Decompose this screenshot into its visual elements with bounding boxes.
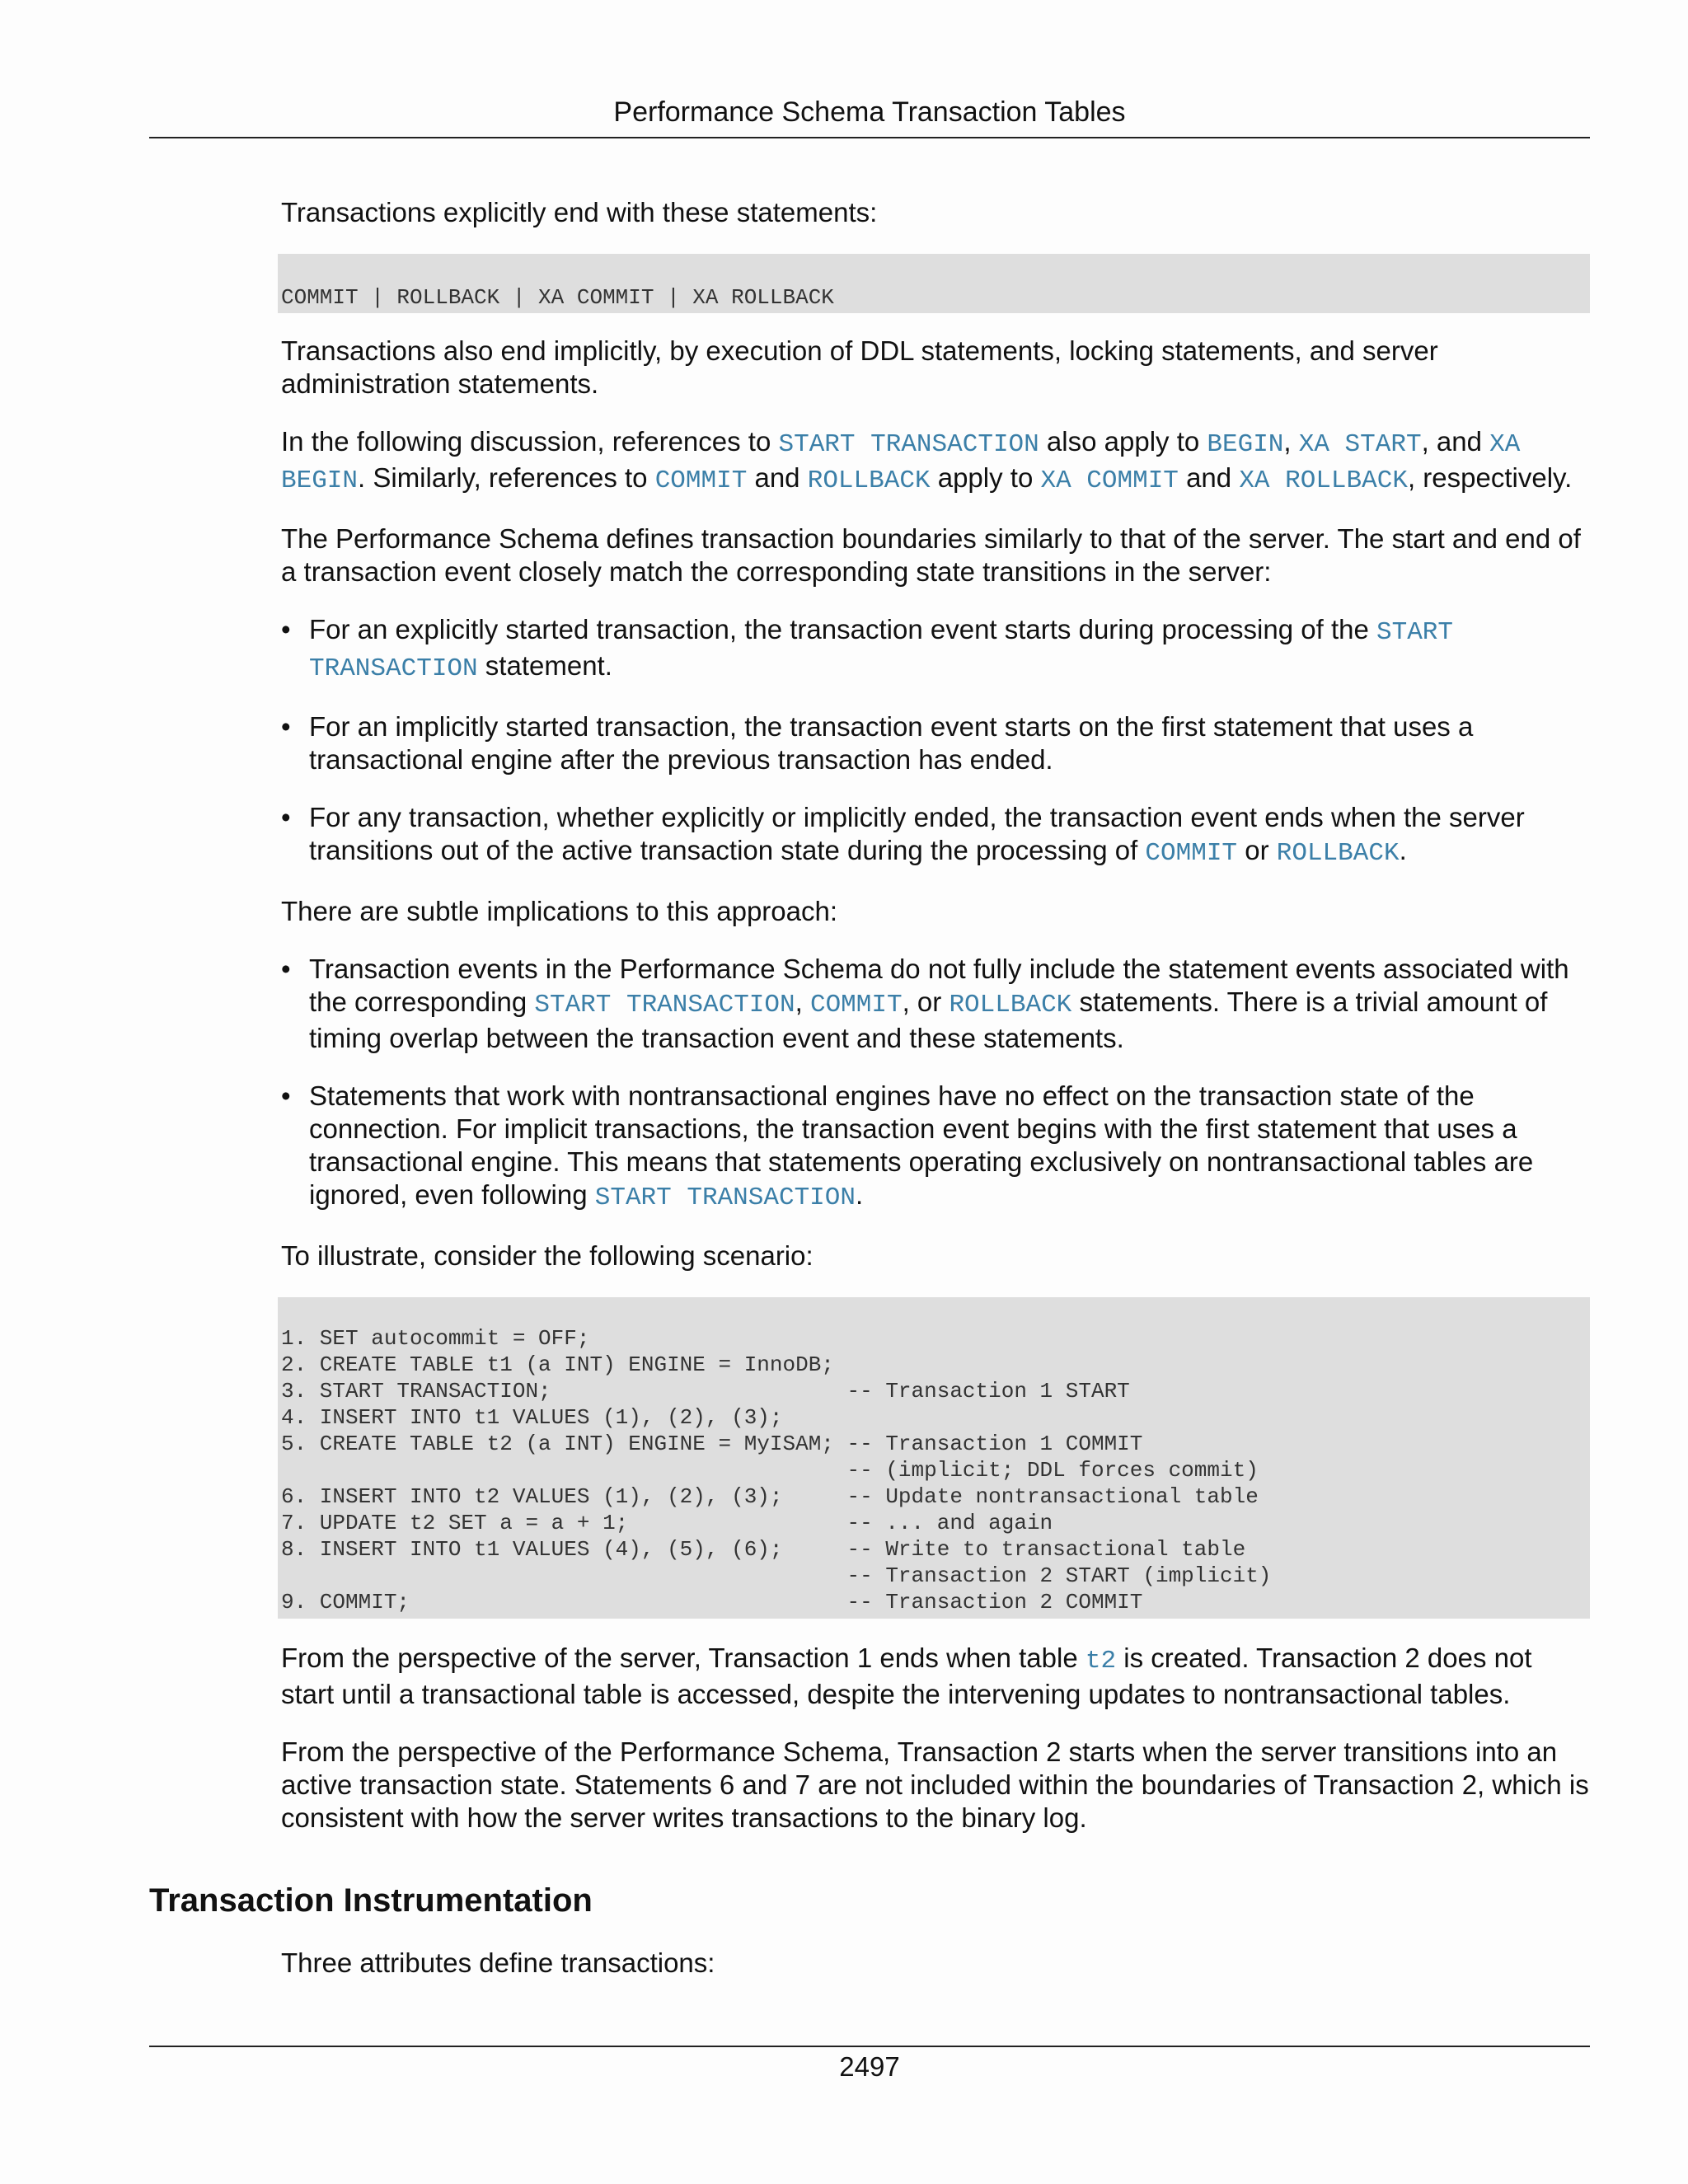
text-span: and [1178, 462, 1240, 493]
list-item [281, 1080, 1590, 1215]
paragraph-implications: There are subtle implications to this approach: [281, 896, 838, 926]
link-begin[interactable]: BEGIN [1207, 430, 1284, 459]
list-item [281, 613, 1590, 686]
text-span: statement. [477, 650, 612, 681]
text-span: statements. There is a trivial amount of timing overlap between the transaction event and these statements. [309, 987, 1548, 1053]
section-content [281, 1947, 1590, 1980]
paragraph-attributes: Three attributes define transactions: [281, 1947, 715, 1978]
list-item [281, 801, 1590, 870]
main-content [281, 196, 1590, 1835]
link-start-transaction[interactable]: START TRANSACTION [534, 991, 795, 1019]
header-divider [149, 137, 1590, 138]
paragraph-illustrate: To illustrate, consider the following scenario: [281, 1240, 814, 1271]
text-span: and [747, 462, 808, 493]
text-span: , [795, 987, 810, 1017]
link-xa-begin[interactable]: XA BEGIN [281, 430, 1521, 495]
bullet-list-implications [281, 953, 1590, 1215]
list-item [281, 710, 1590, 776]
section-heading: Transaction Instrumentation [149, 1882, 593, 1919]
code-block-scenario: 1. SET autocommit = OFF; 2. CREATE TABLE t1 (a INT) ENGINE = InnoDB; 3. START TRANSACTION; -- Transaction 1 START 4. INSERT INTO t1 VALUES (1), (2), (3); 5. CREATE TABLE t2 (a INT) ENGINE = MyISAM; -- Transaction 1 COMMIT -- (implicit; DDL forces commit) 6. INSERT INTO t2 VALUES (1), (2), (3); -- Update nontransactional table 7. UPDATE t2 SET a = a + 1; -- ... and again 8. INSERT INTO t1 VALUES (4), (5), (6); -- Write to transactional table -- Transaction 2 START (implicit) 9. COMMIT; -- Transaction 2 COMMIT [278, 1297, 1590, 1619]
text-span: , or [902, 987, 950, 1017]
paragraph-explicit-end: Transactions explicitly end with these statements: [281, 197, 878, 227]
paragraph-implicit-end: Transactions also end implicitly, by execution of DDL statements, locking statements, and server administration statements. [281, 335, 1438, 399]
text-span: apply to [930, 462, 1041, 493]
link-xa-rollback[interactable]: XA ROLLBACK [1239, 466, 1408, 495]
paragraph-schema-perspective: From the perspective of the Performance Schema, Transaction 2 starts when the server transitions into an active transaction state. Statements 6 and 7 are not included within the boundaries of Transaction 2, which is consistent with how the server writes transactions to the binary log. [281, 1736, 1589, 1833]
paragraph-server-perspective [281, 1642, 1590, 1711]
text-span: In the following discussion, references to [281, 426, 779, 457]
link-start-transaction[interactable]: START TRANSACTION [309, 618, 1454, 683]
text-span: Statements that work with nontransactional engines have no effect on the transaction state of the connection. For implicit transactions, the transaction event begins with the first statement that uses a transactional engine. This means that statements operating exclusively on nontransactional tables are ignored, even following [309, 1080, 1534, 1210]
link-rollback[interactable]: ROLLBACK [949, 991, 1072, 1019]
text-span: , [1283, 426, 1299, 457]
link-commit[interactable]: COMMIT [1145, 839, 1238, 868]
link-t2[interactable]: t2 [1085, 1647, 1117, 1675]
text-span: . [856, 1179, 864, 1210]
link-start-transaction[interactable]: START TRANSACTION [778, 430, 1039, 459]
text-span: or [1237, 835, 1277, 865]
text-span: , respectively. [1407, 462, 1573, 493]
text-span: . [1399, 835, 1407, 865]
text-span: . Similarly, references to [358, 462, 655, 493]
paragraph-references [281, 425, 1590, 498]
text-span: For an explicitly started transaction, the transaction event starts during processing of the [309, 614, 1376, 644]
page-header-title: Performance Schema Transaction Tables [613, 96, 1126, 128]
text-span: is created. Transaction 2 does not start until a transactional table is accessed, despite the intervening updates to nontransactional tables. [281, 1643, 1532, 1709]
link-xa-commit[interactable]: XA COMMIT [1040, 466, 1179, 495]
paragraph-boundaries: The Performance Schema defines transaction boundaries similarly to that of the server. The start and end of a transaction event closely match the corresponding state transitions in the server: [281, 523, 1581, 587]
footer-divider [149, 2046, 1590, 2047]
text-span: also apply to [1039, 426, 1207, 457]
bullet-list-boundaries [281, 613, 1590, 870]
link-rollback[interactable]: ROLLBACK [1276, 839, 1400, 868]
link-xa-start[interactable]: XA START [1298, 430, 1422, 459]
text-span: For any transaction, whether explicitly or implicitly ended, the transaction event ends when the server transitions out of the active transaction state during the processing of [309, 802, 1525, 865]
link-commit[interactable]: COMMIT [654, 466, 748, 495]
link-rollback[interactable]: ROLLBACK [807, 466, 931, 495]
list-item [281, 953, 1590, 1055]
code-block-end-statements: COMMIT | ROLLBACK | XA COMMIT | XA ROLLBACK [278, 254, 1590, 313]
link-start-transaction[interactable]: START TRANSACTION [594, 1183, 856, 1212]
text-span: From the perspective of the server, Transaction 1 ends when table [281, 1643, 1085, 1673]
text-span: For an implicitly started transaction, the transaction event starts on the first statement that uses a transactional engine after the previous transaction has ended. [309, 711, 1474, 775]
text-span: , and [1421, 426, 1490, 457]
text-span: Transaction events in the Performance Schema do not fully include the statement events associated with the corresponding [309, 954, 1569, 1017]
page-number: 2497 [839, 2051, 900, 2082]
link-commit[interactable]: COMMIT [809, 991, 903, 1019]
